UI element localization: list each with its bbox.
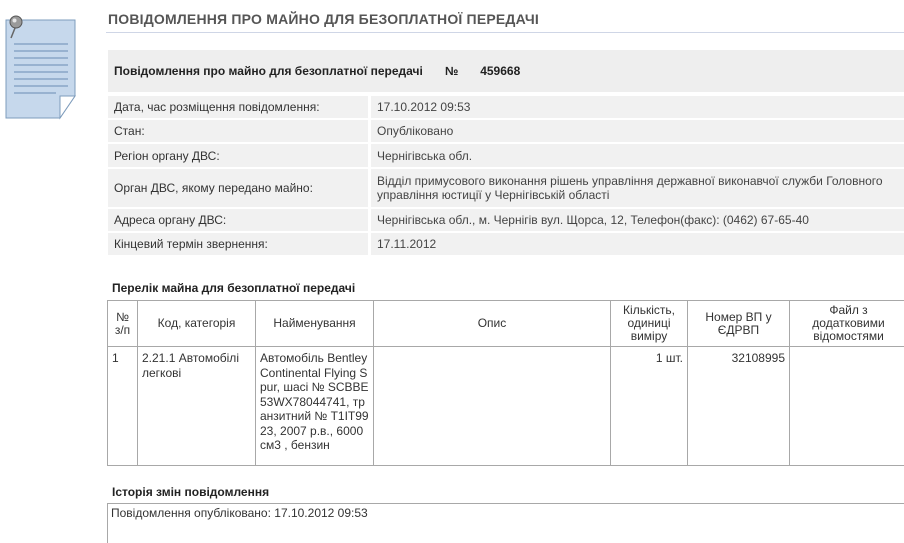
detail-row-address bbox=[108, 209, 904, 231]
history-entry: Повідомлення опубліковано: 17.10.2012 09:53 bbox=[111, 506, 368, 520]
notice-details-table bbox=[108, 94, 904, 257]
document-pin-icon bbox=[4, 12, 76, 120]
column-header-file: Файл з додатковими відомостями bbox=[790, 301, 904, 347]
detail-row-deadline bbox=[108, 233, 904, 255]
detail-label: Регіон органу ДВС: bbox=[108, 144, 368, 167]
detail-value: Чернігівська обл. bbox=[368, 144, 904, 167]
notice-header bbox=[108, 50, 904, 92]
cell-category: 2.21.1 Автомобілі легкові bbox=[138, 347, 256, 466]
column-header-category: Код, категорія bbox=[138, 301, 256, 347]
cell-case-number: 32108995 bbox=[688, 347, 790, 466]
column-header-number: № з/п bbox=[108, 301, 138, 347]
detail-label: Орган ДВС, якому передано майно: bbox=[108, 169, 368, 207]
notice-number: 459668 bbox=[480, 64, 520, 78]
detail-value: Чернігівська обл., м. Чернігів вул. Щорса, 12, Телефон(факс): (0462) 67-65-40 bbox=[368, 209, 904, 231]
cell-name: Автомобіль Bentley Continental Flying Spur, шасі № SCBBE53WX78044741, транзитний № T1IT9923, 2007 р.в., 6000 см3 , бензин bbox=[256, 347, 374, 466]
detail-row-region bbox=[108, 144, 904, 167]
detail-value: Опубліковано bbox=[368, 120, 904, 142]
table-row bbox=[108, 347, 904, 466]
cell-number: 1 bbox=[108, 347, 138, 466]
detail-value: Відділ примусового виконання рішень управління державної виконавчої служби Головного управління юстиції у Чернігівській області bbox=[368, 169, 904, 207]
cell-file bbox=[790, 347, 904, 466]
history-section-title: Історія змін повідомлення bbox=[112, 485, 269, 499]
column-header-name: Найменування bbox=[256, 301, 374, 347]
items-table-header bbox=[108, 301, 904, 347]
notice-label: Повідомлення про майно для безоплатної передачі bbox=[114, 64, 423, 78]
detail-value: 17.11.2012 bbox=[368, 233, 904, 255]
items-table bbox=[107, 300, 904, 466]
items-section-title: Перелік майна для безоплатної передачі bbox=[112, 281, 355, 295]
title-divider bbox=[106, 32, 904, 33]
detail-row-status bbox=[108, 120, 904, 142]
detail-value: 17.10.2012 09:53 bbox=[368, 96, 904, 118]
cell-quantity: 1 шт. bbox=[611, 347, 688, 466]
page-title: ПОВІДОМЛЕННЯ ПРО МАЙНО ДЛЯ БЕЗОПЛАТНОЇ ПЕРЕДАЧІ bbox=[108, 11, 539, 27]
column-header-description: Опис bbox=[374, 301, 611, 347]
detail-label: Дата, час розміщення повідомлення: bbox=[108, 96, 368, 118]
detail-label: Стан: bbox=[108, 120, 368, 142]
detail-label: Кінцевий термін звернення: bbox=[108, 233, 368, 255]
notice-number-sign: № bbox=[445, 64, 458, 78]
detail-row-date bbox=[108, 96, 904, 118]
detail-row-authority bbox=[108, 169, 904, 207]
cell-description bbox=[374, 347, 611, 466]
detail-label: Адреса органу ДВС: bbox=[108, 209, 368, 231]
column-header-case-number: Номер ВП у ЄДРВП bbox=[688, 301, 790, 347]
column-header-quantity: Кількість, одиниці виміру bbox=[611, 301, 688, 347]
history-box bbox=[107, 503, 904, 543]
